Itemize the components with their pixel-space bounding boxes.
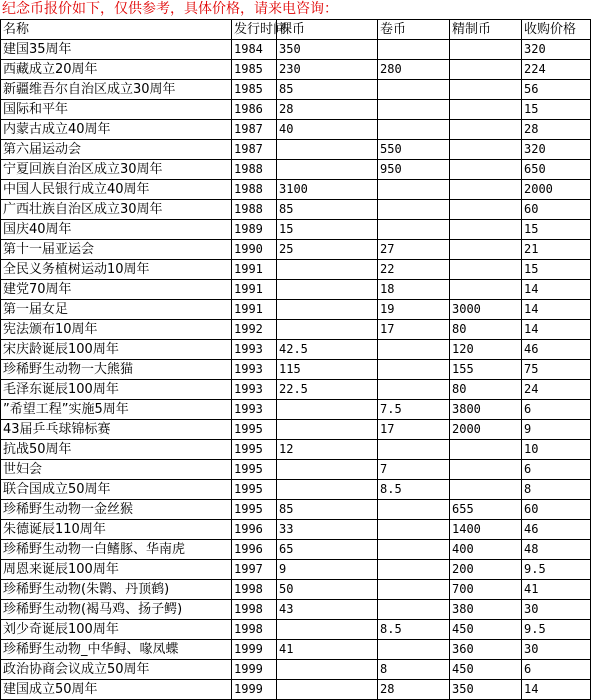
cell-roll-coin[interactable]: [378, 640, 450, 660]
table-row: [1, 520, 591, 540]
cell-issue-year[interactable]: 1988: [232, 200, 277, 220]
cell-bare-coin[interactable]: [277, 620, 378, 640]
table-row: [1, 580, 591, 600]
cell-name[interactable]: 政治协商会议成立50周年: [1, 660, 232, 680]
cell-purchase-price[interactable]: 48: [522, 540, 591, 560]
cell-roll-coin[interactable]: 17: [378, 320, 450, 340]
cell-issue-year[interactable]: 1995: [232, 460, 277, 480]
cell-purchase-price[interactable]: 21: [522, 240, 591, 260]
cell-purchase-price[interactable]: 46: [522, 520, 591, 540]
cell-issue-year[interactable]: 1999: [232, 640, 277, 660]
cell-roll-coin[interactable]: 550: [378, 140, 450, 160]
price-notice: 纪念币报价如下，仅供参考，具体价格，请来电咨询：: [2, 1, 338, 17]
table-row: [1, 200, 591, 220]
cell-name[interactable]: 建国35周年: [1, 40, 232, 60]
cell-bare-coin[interactable]: 40: [277, 120, 378, 140]
cell-issue-year[interactable]: 1990: [232, 240, 277, 260]
cell-purchase-price[interactable]: 30: [522, 640, 591, 660]
cell-roll-coin[interactable]: [378, 100, 450, 120]
header-purchase-price[interactable]: 收购价格: [522, 20, 591, 40]
cell-purchase-price[interactable]: 14: [522, 280, 591, 300]
cell-purchase-price[interactable]: 320: [522, 140, 591, 160]
cell-bare-coin[interactable]: [277, 680, 378, 700]
cell-proof-coin[interactable]: 450: [450, 660, 522, 680]
cell-roll-coin[interactable]: [378, 440, 450, 460]
cell-roll-coin[interactable]: 17: [378, 420, 450, 440]
cell-issue-year[interactable]: 1993: [232, 360, 277, 380]
table-row: [1, 660, 591, 680]
header-row: [1, 20, 591, 40]
cell-proof-coin[interactable]: [450, 180, 522, 200]
cell-issue-year[interactable]: 1989: [232, 220, 277, 240]
cell-name[interactable]: 建国成立50周年: [1, 680, 232, 700]
cell-purchase-price[interactable]: 320: [522, 40, 591, 60]
cell-name[interactable]: 第六届运动会: [1, 140, 232, 160]
table-row: [1, 400, 591, 420]
cell-issue-year[interactable]: 1993: [232, 400, 277, 420]
cell-proof-coin[interactable]: 655: [450, 500, 522, 520]
cell-name[interactable]: 毛泽东诞辰100周年: [1, 380, 232, 400]
cell-name[interactable]: 宋庆龄诞辰100周年: [1, 340, 232, 360]
cell-purchase-price[interactable]: 15: [522, 220, 591, 240]
table-row: [1, 300, 591, 320]
cell-proof-coin[interactable]: [450, 40, 522, 60]
cell-purchase-price[interactable]: 650: [522, 160, 591, 180]
table-row: [1, 680, 591, 700]
cell-roll-coin[interactable]: [378, 340, 450, 360]
cell-roll-coin[interactable]: [378, 200, 450, 220]
cell-roll-coin[interactable]: [378, 540, 450, 560]
cell-roll-coin[interactable]: [378, 80, 450, 100]
cell-issue-year[interactable]: 1987: [232, 140, 277, 160]
cell-bare-coin[interactable]: 12: [277, 440, 378, 460]
cell-purchase-price[interactable]: 14: [522, 680, 591, 700]
cell-issue-year[interactable]: 1996: [232, 520, 277, 540]
cell-proof-coin[interactable]: 155: [450, 360, 522, 380]
table-row: [1, 160, 591, 180]
cell-proof-coin[interactable]: [450, 140, 522, 160]
cell-purchase-price[interactable]: 28: [522, 120, 591, 140]
table-row: [1, 560, 591, 580]
cell-proof-coin[interactable]: 80: [450, 380, 522, 400]
cell-purchase-price[interactable]: 14: [522, 300, 591, 320]
table-row: [1, 40, 591, 60]
cell-bare-coin[interactable]: 85: [277, 500, 378, 520]
cell-bare-coin[interactable]: 41: [277, 640, 378, 660]
cell-purchase-price[interactable]: 60: [522, 200, 591, 220]
cell-purchase-price[interactable]: 24: [522, 380, 591, 400]
cell-bare-coin[interactable]: 230: [277, 60, 378, 80]
cell-roll-coin[interactable]: [378, 520, 450, 540]
cell-issue-year[interactable]: 1995: [232, 440, 277, 460]
cell-name[interactable]: 建党70周年: [1, 280, 232, 300]
cell-proof-coin[interactable]: 450: [450, 620, 522, 640]
cell-issue-year[interactable]: 1996: [232, 540, 277, 560]
cell-bare-coin[interactable]: [277, 160, 378, 180]
cell-name[interactable]: 朱德诞辰110周年: [1, 520, 232, 540]
table-row: [1, 280, 591, 300]
cell-issue-year[interactable]: 1987: [232, 120, 277, 140]
cell-roll-coin[interactable]: [378, 580, 450, 600]
cell-bare-coin[interactable]: [277, 140, 378, 160]
cell-proof-coin[interactable]: 360: [450, 640, 522, 660]
cell-roll-coin[interactable]: [378, 560, 450, 580]
cell-name[interactable]: 内蒙古成立40周年: [1, 120, 232, 140]
table-row: [1, 480, 591, 500]
cell-proof-coin[interactable]: 1400: [450, 520, 522, 540]
cell-purchase-price[interactable]: 10: [522, 440, 591, 460]
cell-proof-coin[interactable]: 3000: [450, 300, 522, 320]
cell-bare-coin[interactable]: 350: [277, 40, 378, 60]
cell-proof-coin[interactable]: 80: [450, 320, 522, 340]
cell-bare-coin[interactable]: 43: [277, 600, 378, 620]
cell-proof-coin[interactable]: 2000: [450, 420, 522, 440]
cell-proof-coin[interactable]: [450, 80, 522, 100]
cell-proof-coin[interactable]: [450, 460, 522, 480]
header-issue-year[interactable]: 发行时间: [232, 20, 277, 40]
cell-issue-year[interactable]: 1998: [232, 620, 277, 640]
cell-bare-coin[interactable]: [277, 400, 378, 420]
table-row: [1, 460, 591, 480]
cell-proof-coin[interactable]: [450, 60, 522, 80]
cell-issue-year[interactable]: 1998: [232, 580, 277, 600]
cell-purchase-price[interactable]: 60: [522, 500, 591, 520]
cell-roll-coin[interactable]: [378, 360, 450, 380]
cell-name[interactable]: 新疆维吾尔自治区成立30周年: [1, 80, 232, 100]
cell-roll-coin[interactable]: [378, 500, 450, 520]
cell-name[interactable]: 第一届女足: [1, 300, 232, 320]
cell-bare-coin[interactable]: 33: [277, 520, 378, 540]
table-row: [1, 220, 591, 240]
cell-purchase-price[interactable]: 224: [522, 60, 591, 80]
cell-bare-coin[interactable]: [277, 300, 378, 320]
table-row: [1, 420, 591, 440]
cell-bare-coin[interactable]: [277, 660, 378, 680]
cell-issue-year[interactable]: 1995: [232, 500, 277, 520]
header-bare-coin[interactable]: 裸币: [277, 20, 378, 40]
table-row: [1, 540, 591, 560]
cell-issue-year[interactable]: 1993: [232, 380, 277, 400]
cell-name[interactable]: 世妇会: [1, 460, 232, 480]
cell-name[interactable]: 抗战50周年: [1, 440, 232, 460]
cell-bare-coin[interactable]: 85: [277, 80, 378, 100]
cell-purchase-price[interactable]: 9: [522, 420, 591, 440]
cell-proof-coin[interactable]: 3800: [450, 400, 522, 420]
cell-purchase-price[interactable]: 30: [522, 600, 591, 620]
cell-purchase-price[interactable]: 9.5: [522, 560, 591, 580]
table-row: [1, 120, 591, 140]
cell-bare-coin[interactable]: [277, 320, 378, 340]
cell-name[interactable]: 西藏成立20周年: [1, 60, 232, 80]
cell-proof-coin[interactable]: [450, 120, 522, 140]
cell-proof-coin[interactable]: [450, 280, 522, 300]
cell-purchase-price[interactable]: 9.5: [522, 620, 591, 640]
cell-bare-coin[interactable]: [277, 420, 378, 440]
cell-purchase-price[interactable]: 46: [522, 340, 591, 360]
cell-roll-coin[interactable]: 8.5: [378, 480, 450, 500]
cell-name[interactable]: 广西壮族自治区成立30周年: [1, 200, 232, 220]
cell-name[interactable]: 珍稀野生动物(褐马鸡、扬子鳄): [1, 600, 232, 620]
cell-roll-coin[interactable]: [378, 40, 450, 60]
cell-issue-year[interactable]: 1999: [232, 680, 277, 700]
cell-issue-year[interactable]: 1997: [232, 560, 277, 580]
cell-proof-coin[interactable]: [450, 440, 522, 460]
cell-roll-coin[interactable]: 19: [378, 300, 450, 320]
cell-name[interactable]: 宪法颁布10周年: [1, 320, 232, 340]
cell-proof-coin[interactable]: [450, 240, 522, 260]
cell-issue-year[interactable]: 1993: [232, 340, 277, 360]
cell-bare-coin[interactable]: 22.5: [277, 380, 378, 400]
cell-proof-coin[interactable]: [450, 200, 522, 220]
table-row: [1, 60, 591, 80]
cell-roll-coin[interactable]: 8.5: [378, 620, 450, 640]
table-row: [1, 360, 591, 380]
cell-name[interactable]: 联合国成立50周年: [1, 480, 232, 500]
cell-issue-year[interactable]: 1995: [232, 480, 277, 500]
table-row: [1, 260, 591, 280]
table-row: [1, 380, 591, 400]
header-proof-coin[interactable]: 精制币: [450, 20, 522, 40]
cell-proof-coin[interactable]: 380: [450, 600, 522, 620]
cell-name[interactable]: 珍稀野生动物一白鳍豚、华南虎: [1, 540, 232, 560]
coin-price-table: [0, 19, 591, 700]
cell-name[interactable]: 43届乒乓球锦标赛: [1, 420, 232, 440]
cell-roll-coin[interactable]: [378, 180, 450, 200]
cell-purchase-price[interactable]: 6: [522, 660, 591, 680]
cell-proof-coin[interactable]: [450, 160, 522, 180]
cell-bare-coin[interactable]: 85: [277, 200, 378, 220]
cell-issue-year[interactable]: 1991: [232, 260, 277, 280]
cell-name[interactable]: 第十一届亚运会: [1, 240, 232, 260]
cell-bare-coin[interactable]: 115: [277, 360, 378, 380]
cell-issue-year[interactable]: 1985: [232, 60, 277, 80]
cell-name[interactable]: 刘少奇诞辰100周年: [1, 620, 232, 640]
cell-roll-coin[interactable]: [378, 380, 450, 400]
cell-bare-coin[interactable]: 42.5: [277, 340, 378, 360]
cell-issue-year[interactable]: 1991: [232, 300, 277, 320]
cell-issue-year[interactable]: 1984: [232, 40, 277, 60]
cell-roll-coin[interactable]: 28: [378, 680, 450, 700]
cell-proof-coin[interactable]: 120: [450, 340, 522, 360]
cell-bare-coin[interactable]: [277, 260, 378, 280]
table-body: [1, 40, 591, 700]
table-row: [1, 100, 591, 120]
cell-roll-coin[interactable]: [378, 600, 450, 620]
table-row: [1, 320, 591, 340]
cell-name[interactable]: 全民义务植树运动10周年: [1, 260, 232, 280]
cell-bare-coin[interactable]: 50: [277, 580, 378, 600]
cell-bare-coin[interactable]: 3100: [277, 180, 378, 200]
cell-name[interactable]: 珍稀野生动物一金丝猴: [1, 500, 232, 520]
cell-proof-coin[interactable]: 200: [450, 560, 522, 580]
cell-purchase-price[interactable]: 6: [522, 460, 591, 480]
header-roll-coin[interactable]: 卷币: [378, 20, 450, 40]
table-row: [1, 340, 591, 360]
cell-issue-year[interactable]: 1999: [232, 660, 277, 680]
cell-roll-coin[interactable]: 8: [378, 660, 450, 680]
table-row: [1, 600, 591, 620]
cell-name[interactable]: ”希望工程”实施5周年: [1, 400, 232, 420]
cell-name[interactable]: 中国人民银行成立40周年: [1, 180, 232, 200]
cell-roll-coin[interactable]: [378, 220, 450, 240]
cell-bare-coin[interactable]: 9: [277, 560, 378, 580]
cell-name[interactable]: 珍稀野生动物_中华鲟、喙凤蝶: [1, 640, 232, 660]
cell-proof-coin[interactable]: [450, 100, 522, 120]
table-row: [1, 620, 591, 640]
cell-issue-year[interactable]: 1988: [232, 180, 277, 200]
cell-name[interactable]: 珍稀野生动物一大熊猫: [1, 360, 232, 380]
table-row: [1, 140, 591, 160]
cell-issue-year[interactable]: 1992: [232, 320, 277, 340]
cell-roll-coin[interactable]: 7: [378, 460, 450, 480]
cell-proof-coin[interactable]: 400: [450, 540, 522, 560]
cell-roll-coin[interactable]: 22: [378, 260, 450, 280]
cell-purchase-price[interactable]: 15: [522, 260, 591, 280]
cell-bare-coin[interactable]: [277, 460, 378, 480]
cell-name[interactable]: 宁夏回族自治区成立30周年: [1, 160, 232, 180]
cell-roll-coin[interactable]: 280: [378, 60, 450, 80]
cell-proof-coin[interactable]: 350: [450, 680, 522, 700]
header-name[interactable]: 名称: [1, 20, 232, 40]
cell-bare-coin[interactable]: 25: [277, 240, 378, 260]
cell-purchase-price[interactable]: 75: [522, 360, 591, 380]
cell-proof-coin[interactable]: 700: [450, 580, 522, 600]
cell-roll-coin[interactable]: [378, 120, 450, 140]
cell-roll-coin[interactable]: 18: [378, 280, 450, 300]
cell-roll-coin[interactable]: 7.5: [378, 400, 450, 420]
cell-issue-year[interactable]: 1985: [232, 80, 277, 100]
cell-roll-coin[interactable]: 27: [378, 240, 450, 260]
cell-bare-coin[interactable]: [277, 280, 378, 300]
cell-issue-year[interactable]: 1998: [232, 600, 277, 620]
cell-name[interactable]: 周恩来诞辰100周年: [1, 560, 232, 580]
cell-name[interactable]: 国际和平年: [1, 100, 232, 120]
table-row: [1, 440, 591, 460]
cell-issue-year[interactable]: 1986: [232, 100, 277, 120]
cell-purchase-price[interactable]: 2000: [522, 180, 591, 200]
cell-roll-coin[interactable]: 950: [378, 160, 450, 180]
cell-issue-year[interactable]: 1991: [232, 280, 277, 300]
cell-bare-coin[interactable]: 28: [277, 100, 378, 120]
cell-name[interactable]: 珍稀野生动物(朱鹮、丹顶鹤): [1, 580, 232, 600]
cell-proof-coin[interactable]: [450, 260, 522, 280]
cell-purchase-price[interactable]: 14: [522, 320, 591, 340]
cell-purchase-price[interactable]: 15: [522, 100, 591, 120]
table-row: [1, 640, 591, 660]
cell-bare-coin[interactable]: 65: [277, 540, 378, 560]
cell-name[interactable]: 国庆40周年: [1, 220, 232, 240]
cell-proof-coin[interactable]: [450, 480, 522, 500]
cell-issue-year[interactable]: 1995: [232, 420, 277, 440]
table-row: [1, 500, 591, 520]
table-row: [1, 180, 591, 200]
table-row: [1, 80, 591, 100]
cell-purchase-price[interactable]: 6: [522, 400, 591, 420]
cell-purchase-price[interactable]: 56: [522, 80, 591, 100]
cell-purchase-price[interactable]: 41: [522, 580, 591, 600]
cell-purchase-price[interactable]: 8: [522, 480, 591, 500]
cell-bare-coin[interactable]: [277, 480, 378, 500]
cell-proof-coin[interactable]: [450, 220, 522, 240]
table-row: [1, 240, 591, 260]
cell-issue-year[interactable]: 1988: [232, 160, 277, 180]
cell-bare-coin[interactable]: 15: [277, 220, 378, 240]
